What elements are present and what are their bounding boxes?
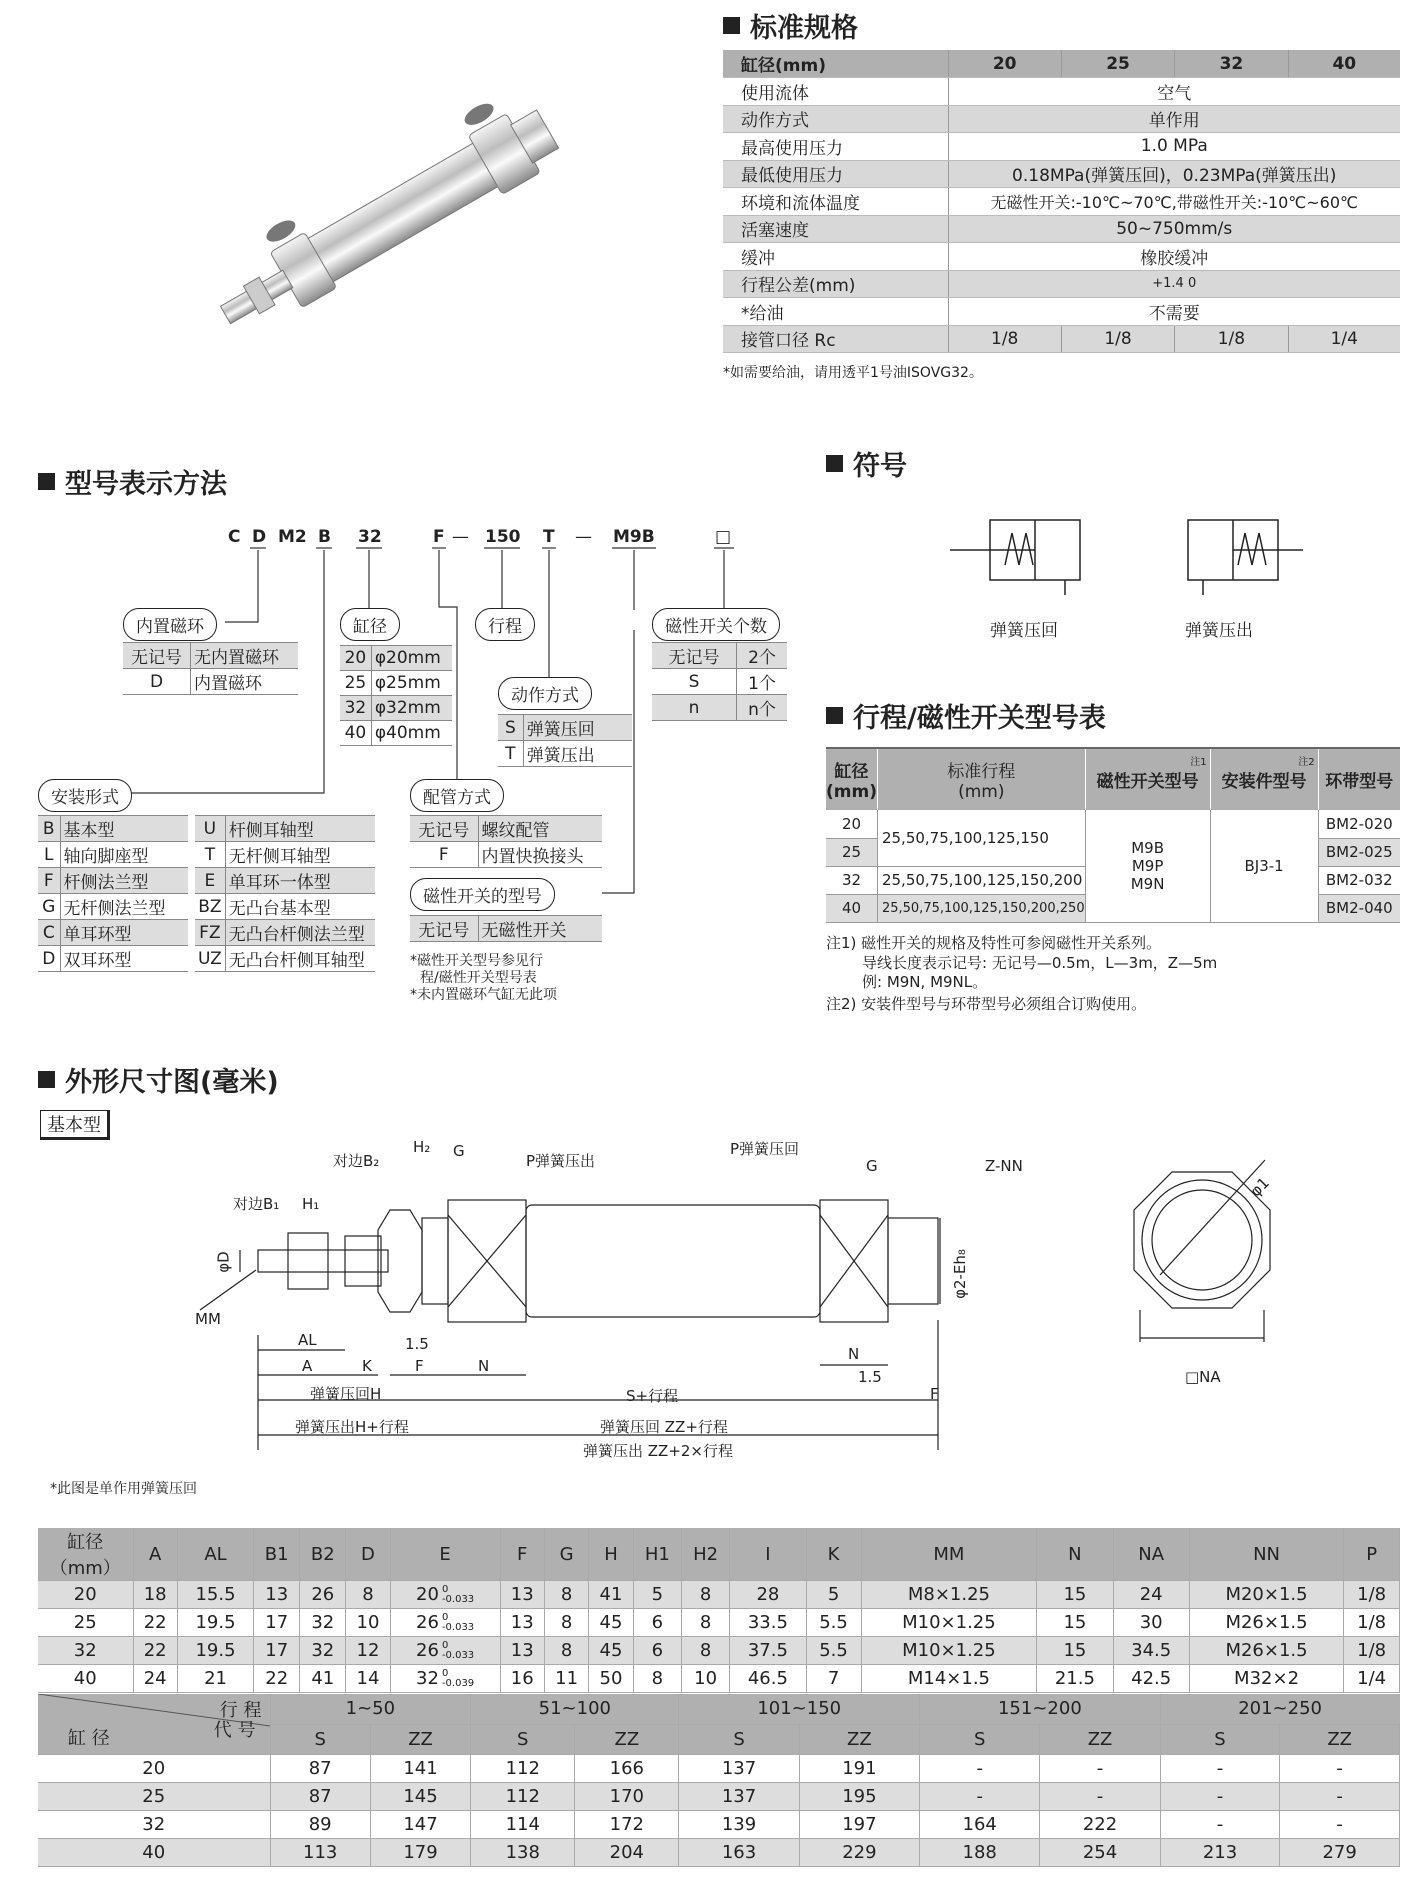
lbl-h2: H₂ (413, 1138, 431, 1156)
symbol-label-return: 弹簧压回 (990, 621, 1058, 641)
stroke-cell: - (1040, 1782, 1160, 1810)
action-bubble: 动作方式 (498, 677, 592, 710)
dims-cell: 5 (633, 1581, 681, 1609)
mount-bubble: 安装形式 (38, 779, 132, 812)
dims-cell: 16 (500, 1665, 544, 1693)
dims-header-cell: MM (861, 1528, 1037, 1581)
dims-cell: 8 (544, 1637, 588, 1665)
dims-cell: 8 (681, 1609, 729, 1637)
code-switch: M9B (613, 527, 655, 547)
symbol-label-extend: 弹簧压出 (1185, 621, 1253, 641)
stroke-cell: - (920, 1782, 1040, 1810)
sw-note-3: 例: M9N, M9NL。 (862, 973, 988, 991)
switch-table: 无记号 无磁性开关 (410, 915, 602, 942)
sw-note-4: 注2) 安装件型号与环带型号必须组合订购使用。 (826, 995, 1147, 1013)
stroke-sub-header: ZZ (1040, 1724, 1160, 1754)
dims-cell: 8 (681, 1581, 729, 1609)
stroke-sub-header: S (270, 1724, 370, 1754)
stroke-cell: 139 (679, 1810, 799, 1838)
dims-cell: 1/8 (1344, 1637, 1400, 1665)
stroke-cell: 179 (370, 1838, 470, 1866)
symbol-section-title: 符号 (826, 444, 907, 483)
lbl-g: G (453, 1142, 465, 1160)
dims-cell: 24 (1113, 1581, 1189, 1609)
lbl-15: 1.5 (405, 1335, 429, 1353)
dims-header-cell: D (346, 1528, 390, 1581)
spec-table: 缸径(mm) 20 25 32 40 使用流体 空气 动作方式 单作用 最高使用压力 1.0 MPa 最低使用压力 0.18MPa(弹簧压回)，0.23MPa(弹簧压出) 环境和流体温度 无磁性开关:-10℃~70℃,带磁性开关:-10℃~60℃ 活塞速度 50~750mm/s 缓冲 橡胶缓冲 行程公差(mm) +1.4 0 *给油 不需要 接管口径 Rc 1/8 1/8 1/8 1/4 (723, 50, 1400, 353)
dims-cell: 50 (589, 1665, 633, 1693)
dims-cell: 14 (346, 1665, 390, 1693)
dims-cell: 8 (346, 1581, 390, 1609)
dims-header-cell: AL (177, 1528, 253, 1581)
lbl-15b: 1.5 (858, 1368, 882, 1386)
stroke-sub-header: S (920, 1724, 1040, 1754)
symbol-spring-extend (1163, 515, 1303, 600)
stroke-cell: 147 (370, 1810, 470, 1838)
stroke-sub-header: S (1160, 1724, 1280, 1754)
dims-cell: 15 (1037, 1637, 1113, 1665)
stroke-cell: 195 (799, 1782, 919, 1810)
stroke-cell: 170 (575, 1782, 679, 1810)
dims-cell: 22 (254, 1665, 300, 1693)
dims-row (38, 1609, 1400, 1637)
dims-cell: 41 (589, 1581, 633, 1609)
dims-cell: 13 (500, 1637, 544, 1665)
stroke-cell: 112 (471, 1782, 575, 1810)
dims-cell: 25 (38, 1609, 133, 1637)
dims-cell: 8 (544, 1581, 588, 1609)
stroke-cell: - (1280, 1810, 1400, 1838)
model-section-title: 型号表示方法 (38, 462, 227, 501)
dims-cell: 13 (500, 1581, 544, 1609)
spec-note: *如需要给油，请用透平1号油ISOVG32。 (723, 365, 983, 381)
code-d: D (252, 527, 267, 547)
sw-note-1: 注1) 磁性开关的规格及特性可参阅磁性开关系列。 (826, 934, 1162, 952)
dims-header-cell: A (133, 1528, 177, 1581)
dims-cell: 5.5 (806, 1637, 861, 1665)
lbl-k: K (362, 1357, 372, 1375)
lbl-f2: F (930, 1385, 939, 1403)
dims-cell: 13 (254, 1581, 300, 1609)
dims-row (38, 1665, 1400, 1693)
dims-cell: 8 (544, 1609, 588, 1637)
dims-cell: 1/4 (1344, 1665, 1400, 1693)
stroke-cell: - (1160, 1754, 1280, 1782)
dims-cell: 17 (254, 1609, 300, 1637)
dims-cell: 26 0 -0.033 (390, 1637, 500, 1665)
code-bore: 32 (358, 527, 382, 547)
lbl-p-out: P弹簧压出 (526, 1152, 596, 1170)
dims-header-cell: 缸径（mm） (38, 1528, 133, 1581)
stroke-cell: 141 (370, 1754, 470, 1782)
stroke-cell: 137 (679, 1782, 799, 1810)
sw-note-2: 导线长度表示记号: 无记号—0.5m，L—3m，Z—5m (862, 954, 1218, 972)
dims-header-cell: F (500, 1528, 544, 1581)
dims-cell: 33.5 (730, 1609, 806, 1637)
stroke-sub-header: S (471, 1724, 575, 1754)
stroke-table: 行 程 代 号 缸 径 1~50 51~100 101~150 151~200 201~250 S ZZ S ZZ S ZZ S ZZ S ZZ 20 87 141 112 166 137 191 - - - - 25 87 145 112 170 137 195 - - - - 32 89 147 114 172 139 197 164 222 - - 40 113 179 138 204 163 229 188 254 213 279 (38, 1694, 1400, 1867)
dims-cell: 37.5 (730, 1637, 806, 1665)
stroke-cell: 112 (471, 1754, 575, 1782)
switch-note-3: *未内置磁环气缸无此项 (410, 987, 557, 1003)
piping-bubble: 配管方式 (410, 779, 504, 812)
dims-header-cell: I (730, 1528, 806, 1581)
stroke-cell: 163 (679, 1838, 799, 1866)
dims-cell: 21 (177, 1665, 253, 1693)
stroke-cell: 137 (679, 1754, 799, 1782)
stroke-sub-header: ZZ (370, 1724, 470, 1754)
lbl-d: φD (214, 1251, 233, 1273)
stroke-sub-header: ZZ (575, 1724, 679, 1754)
stroke-cell: - (1280, 1782, 1400, 1810)
action-table: S 弹簧压回 T 弹簧压出 (498, 714, 632, 767)
dims-cell: 28 (730, 1581, 806, 1609)
dims-cell: M20×1.5 (1189, 1581, 1343, 1609)
dims-cell: M26×1.5 (1189, 1637, 1343, 1665)
bore-bubble: 缸径 (340, 608, 400, 641)
dims-cell: 18 (133, 1581, 177, 1609)
stroke-cell: 166 (575, 1754, 679, 1782)
dims-cell: M10×1.25 (861, 1637, 1037, 1665)
stroke-cell: 254 (1040, 1838, 1160, 1866)
stroke-cell: 40 (38, 1838, 270, 1866)
stroke-sub-header: ZZ (799, 1724, 919, 1754)
dims-cell: 21.5 (1037, 1665, 1113, 1693)
stroke-cell: 197 (799, 1810, 919, 1838)
lbl-s: S+行程 (626, 1387, 679, 1405)
stroke-cell: - (1160, 1810, 1280, 1838)
stroke-cell: 279 (1280, 1838, 1400, 1866)
lbl-f: F (415, 1357, 424, 1375)
dims-row (38, 1581, 1400, 1609)
stroke-cell: 138 (471, 1838, 575, 1866)
tolerance: 0 -0.033 (441, 1612, 475, 1633)
mount-table-right: U 杆侧耳轴型 T 无杆侧耳轴型 E 单耳环一体型 BZ 无凸台基本型 FZ 无凸台杆侧法兰型 UZ 无凸台杆侧耳轴型 (195, 815, 375, 972)
dims-header-cell: NA (1113, 1528, 1189, 1581)
stroke-cell: 188 (920, 1838, 1040, 1866)
dims-cell: 10 (681, 1665, 729, 1693)
dims-cell: 26 (300, 1581, 346, 1609)
code-count: □ (715, 527, 732, 547)
dims-row (38, 1637, 1400, 1665)
switch-model-table: 缸径 (mm) 标准行程 (mm) 磁性开关型号 注1 安装件型号 注2 环带型号 20 25,50,75,100,125,150 M9B M9P M9N BJ3-1 BM2-020 25 BM2-025 32 25,50,75,100,125,150,200 BM2-032 40 25,50,75,100,125,150,200,250 BM2-040 (826, 747, 1400, 923)
dims-cell: 17 (254, 1637, 300, 1665)
dims-cell: 41 (300, 1665, 346, 1693)
dims-cell: M14×1.5 (861, 1665, 1037, 1693)
dims-cell: 6 (633, 1609, 681, 1637)
dims-cell: 8 (681, 1637, 729, 1665)
dims-header-cell: G (544, 1528, 588, 1581)
stroke-cell: 222 (1040, 1810, 1160, 1838)
basic-type-tag: 基本型 (40, 1110, 110, 1140)
mount-table-left: B 基本型 L 轴向脚座型 F 杆侧法兰型 G 无杆侧法兰型 C 单耳环型 D 双耳环型 (38, 815, 188, 972)
dims-cell: 46.5 (730, 1665, 806, 1693)
dims-header-cell: B1 (254, 1528, 300, 1581)
stroke-cell: 25 (38, 1782, 270, 1810)
dims-cell: 26 0 -0.033 (390, 1609, 500, 1637)
stroke-cell: - (1160, 1782, 1280, 1810)
dims-cell: 15 (1037, 1609, 1113, 1637)
dims-header-cell: E (390, 1528, 500, 1581)
stroke-cell: 172 (575, 1810, 679, 1838)
switch-note-2: 程/磁性开关型号表 (420, 970, 537, 986)
stroke-cell: 114 (471, 1810, 575, 1838)
stroke-cell: 164 (920, 1810, 1040, 1838)
dims-header-cell: B2 (300, 1528, 346, 1581)
stroke-cell: 204 (575, 1838, 679, 1866)
stroke-cell: 213 (1160, 1838, 1280, 1866)
code-t: T (543, 527, 555, 547)
dims-cell: 1/8 (1344, 1609, 1400, 1637)
bore-table: 20 φ20mm 25 φ25mm 32 φ32mm 40 φ40mm (340, 645, 452, 746)
stroke-cell: - (920, 1754, 1040, 1782)
lbl-h1: H₁ (302, 1195, 320, 1213)
dims-cell: 5 (806, 1581, 861, 1609)
code-stroke: 150 (485, 527, 521, 547)
dims-cell: 32 0 -0.039 (390, 1665, 500, 1693)
dims-cell: 34.5 (1113, 1637, 1189, 1665)
lbl-na: □NA (1185, 1368, 1221, 1386)
dims-cell: 22 (133, 1637, 177, 1665)
dims-cell: 5.5 (806, 1609, 861, 1637)
lbl-znn: Z-NN (985, 1157, 1023, 1175)
dims-cell: M8×1.25 (861, 1581, 1037, 1609)
lbl-e: φ2-Eh₈ (950, 1249, 969, 1299)
dimension-table (38, 1528, 1400, 1693)
stroke-cell: 87 (270, 1782, 370, 1810)
stroke-bubble: 行程 (475, 608, 535, 641)
dims-header-cell: NN (1189, 1528, 1343, 1581)
lbl-phi1: φ1 (1246, 1173, 1273, 1201)
dims-cell: 12 (346, 1637, 390, 1665)
code-b: B (318, 527, 331, 547)
lbl-b1: 对边B₁ (233, 1195, 280, 1213)
switch-section-title: 行程/磁性开关型号表 (826, 696, 1106, 735)
lbl-zz: 弹簧压回 ZZ+行程 (600, 1418, 728, 1436)
stroke-cell: 32 (38, 1810, 270, 1838)
lbl-al: AL (298, 1331, 317, 1349)
code-f: F (433, 527, 445, 547)
dims-header-cell: N (1037, 1528, 1113, 1581)
stroke-row (38, 1810, 1400, 1838)
symbol-spring-return (950, 515, 1090, 600)
code-c: C (228, 527, 241, 547)
dims-cell: 11 (544, 1665, 588, 1693)
dims-cell: 40 (38, 1665, 133, 1693)
stroke-row (38, 1782, 1400, 1810)
dims-cell: 6 (633, 1637, 681, 1665)
stroke-cell: - (1040, 1754, 1160, 1782)
stroke-cell: 145 (370, 1782, 470, 1810)
dims-header-cell: H (589, 1528, 633, 1581)
lbl-zz2: 弹簧压出 ZZ+2×行程 (583, 1442, 734, 1460)
lbl-g2: G (866, 1157, 878, 1175)
stroke-sub-header: S (679, 1724, 799, 1754)
spec-section-title: 标准规格 (723, 6, 858, 45)
stroke-cell: 87 (270, 1754, 370, 1782)
lbl-mm: MM (195, 1310, 221, 1328)
dims-cell: 20 0 -0.033 (390, 1581, 500, 1609)
dims-section-title: 外形尺寸图(毫米) (38, 1060, 279, 1099)
lbl-h: 弹簧压回H (310, 1385, 382, 1403)
tolerance: 0 -0.039 (441, 1668, 475, 1689)
dims-cell: M32×2 (1189, 1665, 1343, 1693)
dims-cell: 19.5 (177, 1609, 253, 1637)
lbl-n2: N (848, 1345, 860, 1363)
stroke-cell: 229 (799, 1838, 919, 1866)
dims-cell: 32 (38, 1637, 133, 1665)
dims-cell: M26×1.5 (1189, 1609, 1343, 1637)
drawing-note: *此图是单作用弹簧压回 (50, 1481, 197, 1497)
dims-cell: 24 (133, 1665, 177, 1693)
dims-cell: 13 (500, 1609, 544, 1637)
spec-header-label: 缸径(mm) (723, 50, 948, 78)
dims-cell: 32 (300, 1637, 346, 1665)
dims-cell: 22 (133, 1609, 177, 1637)
dims-cell: 10 (346, 1609, 390, 1637)
stroke-sub-header: ZZ (1280, 1724, 1400, 1754)
magnet-table: 无记号 无内置磁环 D 内置磁环 (123, 642, 298, 695)
stroke-cell: - (1280, 1754, 1400, 1782)
count-bubble: 磁性开关个数 (652, 608, 780, 641)
dims-cell: M10×1.25 (861, 1609, 1037, 1637)
dims-cell: 15 (1037, 1581, 1113, 1609)
code-dash2: — (575, 527, 592, 547)
lbl-hs: 弹簧压出H+行程 (295, 1418, 409, 1436)
dims-header-cell: K (806, 1528, 861, 1581)
stroke-row (38, 1754, 1400, 1782)
stroke-cell: 191 (799, 1754, 919, 1782)
piping-table: 无记号 螺纹配管 F 内置快换接头 (410, 815, 602, 868)
count-table: 无记号 2个 S 1个 n n个 (652, 642, 787, 721)
switch-bubble: 磁性开关的型号 (410, 878, 555, 911)
lbl-p-in: P弹簧压回 (730, 1140, 800, 1158)
dims-cell: 20 (38, 1581, 133, 1609)
dims-cell: 45 (589, 1609, 633, 1637)
stroke-cell: 113 (270, 1838, 370, 1866)
dims-cell: 8 (633, 1665, 681, 1693)
lbl-n: N (478, 1357, 490, 1375)
stroke-row (38, 1838, 1400, 1866)
dims-cell: 19.5 (177, 1637, 253, 1665)
dims-header-cell: H2 (681, 1528, 729, 1581)
dims-cell: 30 (1113, 1609, 1189, 1637)
tolerance: 0 -0.033 (441, 1640, 475, 1661)
lbl-b2: 对边B₂ (333, 1152, 380, 1170)
lbl-a: A (302, 1357, 313, 1375)
stroke-cell: 20 (38, 1754, 270, 1782)
magnet-bubble: 内置磁环 (123, 608, 217, 641)
dims-cell: 1/8 (1344, 1581, 1400, 1609)
stroke-cell: 89 (270, 1810, 370, 1838)
switch-note-1: *磁性开关型号参见行 (410, 953, 543, 969)
tolerance: 0 -0.033 (441, 1584, 475, 1605)
dims-header-cell: H1 (633, 1528, 681, 1581)
dims-header-cell: P (1344, 1528, 1400, 1581)
dims-cell: 42.5 (1113, 1665, 1189, 1693)
code-m2: M2 (278, 527, 307, 547)
code-dash1: — (452, 527, 469, 547)
dims-cell: 7 (806, 1665, 861, 1693)
dims-cell: 15.5 (177, 1581, 253, 1609)
dims-cell: 32 (300, 1609, 346, 1637)
dims-cell: 45 (589, 1637, 633, 1665)
